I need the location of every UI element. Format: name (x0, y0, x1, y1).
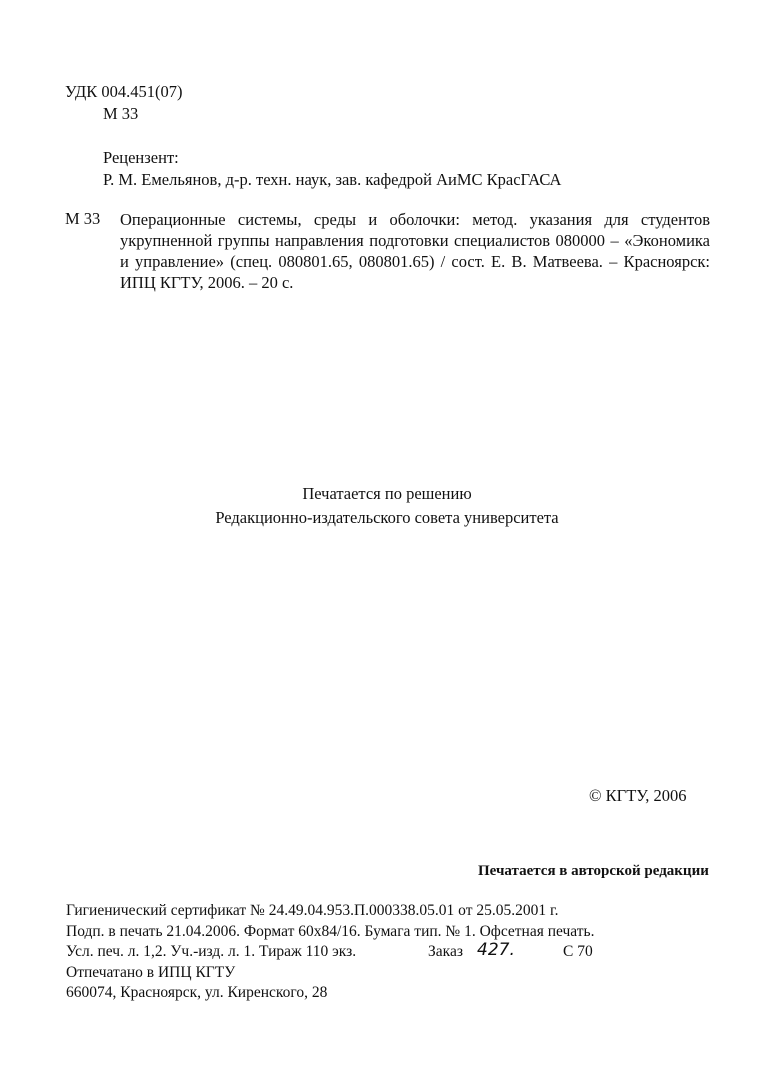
c-number: С 70 (563, 943, 593, 960)
sheets-row (66, 942, 595, 963)
copyright: © КГТУ, 2006 (589, 786, 687, 805)
bib-author-mark: М 33 (65, 209, 101, 228)
author-mark: М 33 (103, 104, 139, 123)
hygiene-certificate: Гигиенический сертификат № 24.49.04.953.П.000338.05.01 от 25.05.2001 г. (66, 902, 559, 919)
decision-line-2: Редакционно-издательского совета университета (215, 508, 559, 527)
reviewer-text: Р. М. Емельянов, д-р. техн. наук, зав. кафедрой АиМС КрасГАСА (103, 170, 562, 189)
reviewer-label: Рецензент: (103, 148, 179, 167)
author-edition-note: Печатается в авторской редакции (478, 863, 709, 879)
sheets-info: Усл. печ. л. 1,2. Уч.-изд. л. 1. Тираж 110 экз. (66, 943, 357, 960)
decision-line-1: Печатается по решению (302, 484, 472, 503)
address: 660074, Красноярск, ул. Киренского, 28 (66, 984, 328, 1001)
order-label: Заказ (428, 943, 463, 960)
printed-at: Отпечатано в ИПЦ КГТУ (66, 963, 236, 981)
bibliographic-description: Операционные системы, среды и оболочки: метод. указания для студентов укрупненной группы направления подготовки специалистов 080000 – «Экономика и управление» (спец. 080801.65, 080801.65) / сост. Е. В. Матвеева. – Красноярск: ИПЦ КГТУ, 2006. – 20 с. (120, 210, 710, 292)
order-number-handwritten: 427. (477, 940, 515, 960)
print-details: Подп. в печать 21.04.2006. Формат 60x84/16. Бумага тип. № 1. Офсетная печать. (66, 922, 595, 940)
udk-code: УДК 004.451(07) (65, 82, 183, 101)
imprint-block (66, 901, 595, 1004)
